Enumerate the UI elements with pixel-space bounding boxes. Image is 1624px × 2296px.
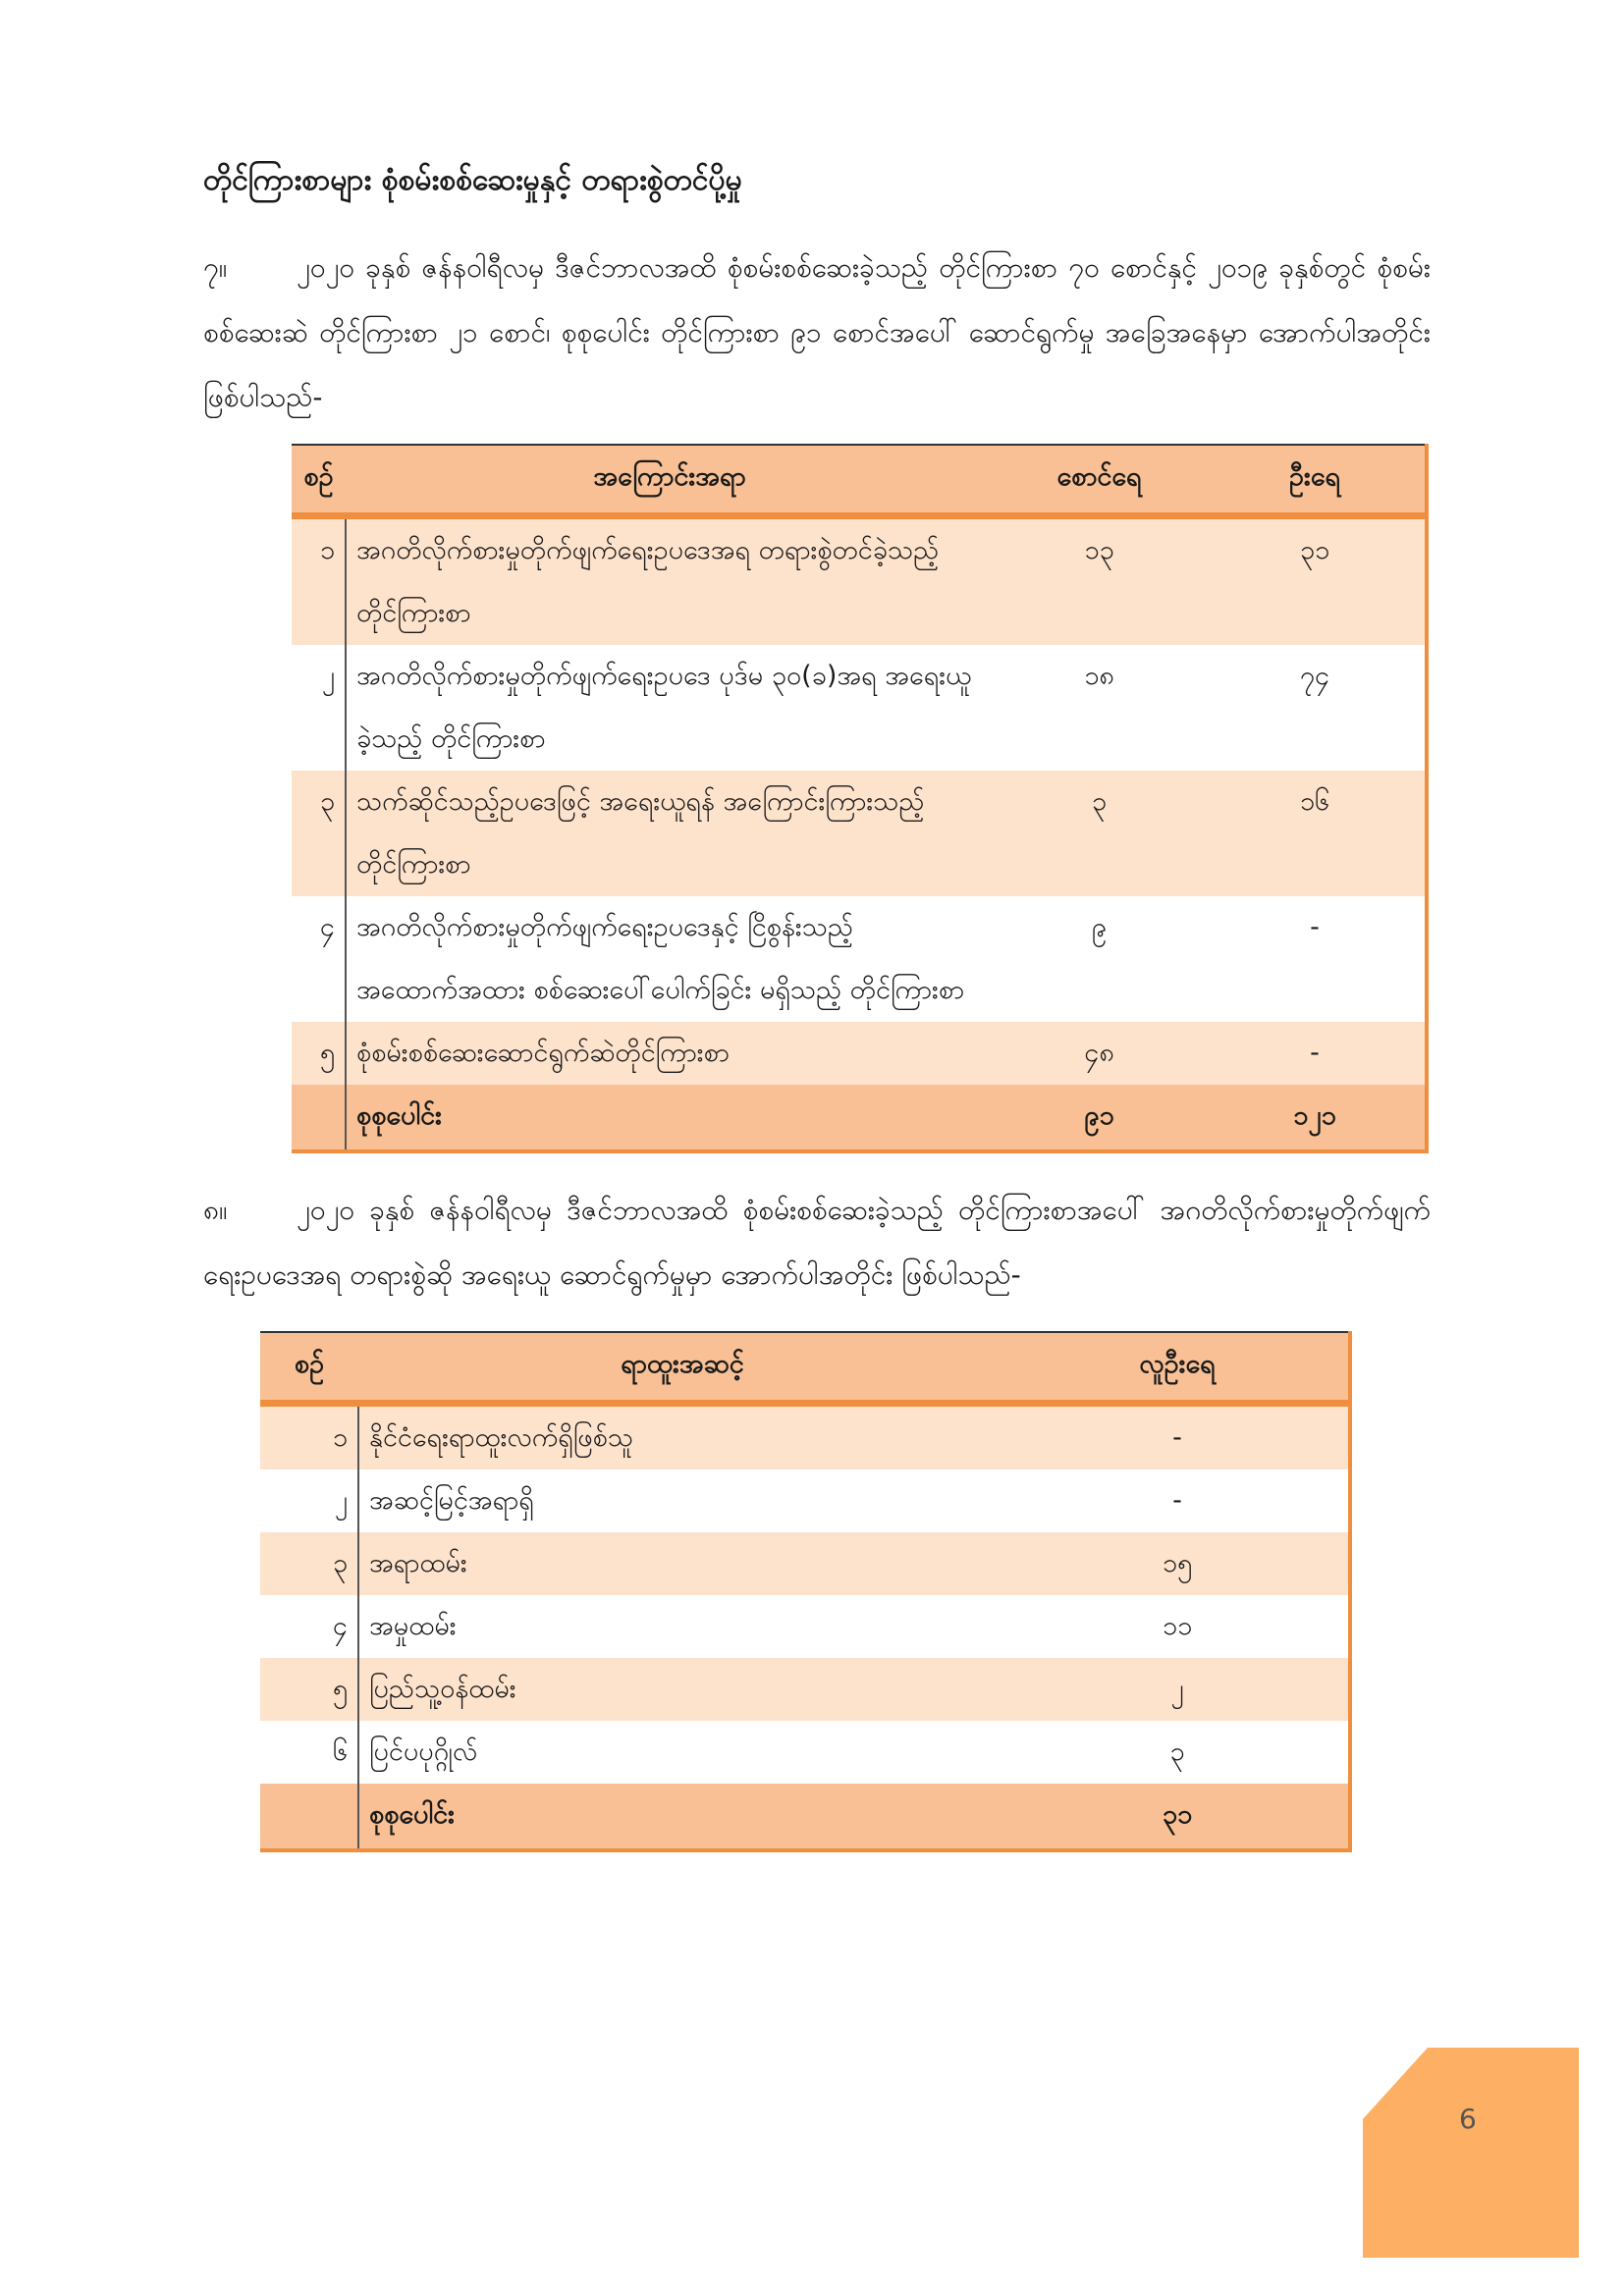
table-row bbox=[260, 1721, 1350, 1784]
row-count: ၁၃ bbox=[994, 516, 1205, 646]
page-corner-tab bbox=[1363, 2048, 1579, 2258]
table-row bbox=[292, 645, 1427, 771]
paragraph-7 bbox=[203, 236, 1431, 430]
row-persons: - bbox=[1205, 896, 1427, 1022]
row-persons: ၃၁ bbox=[1205, 516, 1427, 646]
row-serial: ၄ bbox=[292, 896, 346, 1022]
row-count: ၃ bbox=[994, 771, 1205, 896]
table-row bbox=[260, 1532, 1350, 1595]
table-header-row bbox=[292, 445, 1427, 516]
row-count: ၄၈ bbox=[994, 1022, 1205, 1085]
header-serial: စဉ် bbox=[260, 1332, 358, 1404]
table-row bbox=[292, 896, 1427, 1022]
page-number: 6 bbox=[1459, 2103, 1477, 2135]
table-row bbox=[260, 1595, 1350, 1658]
row-count: ၉ bbox=[994, 896, 1205, 1022]
row-serial: ၅ bbox=[292, 1022, 346, 1085]
table-header-row bbox=[260, 1332, 1350, 1404]
paragraph-number: ၇။ bbox=[203, 251, 228, 284]
total-persons: ၃၁ bbox=[1006, 1784, 1350, 1850]
header-persons: လူဦးရေ bbox=[1006, 1332, 1350, 1404]
table-row bbox=[260, 1404, 1350, 1470]
header-count: စောင်ရေ bbox=[994, 445, 1205, 516]
row-description: သက်ဆိုင်သည့်ဥပဒေဖြင့် အရေးယူရန် အကြောင်းကြားသည့် တိုင်ကြားစာ bbox=[346, 771, 994, 896]
row-persons: ၂ bbox=[1006, 1658, 1350, 1721]
prosecution-rank-table bbox=[260, 1331, 1350, 1852]
row-count: ၁၈ bbox=[994, 645, 1205, 771]
row-rank: အရာထမ်း bbox=[358, 1532, 1006, 1595]
row-rank: ပြည်သူ့ဝန်ထမ်း bbox=[358, 1658, 1006, 1721]
row-serial: ၁ bbox=[292, 516, 346, 646]
row-persons: ၃ bbox=[1006, 1721, 1350, 1784]
paragraph-8 bbox=[203, 1178, 1431, 1308]
row-description: စုံစမ်းစစ်ဆေးဆောင်ရွက်ဆဲတိုင်ကြားစာ bbox=[346, 1022, 994, 1085]
total-serial bbox=[260, 1784, 358, 1850]
row-rank: အဆင့်မြင့်အရာရှိ bbox=[358, 1469, 1006, 1532]
row-description: အဂတိလိုက်စားမှုတိုက်ဖျက်ရေးဥပဒေနှင့် ငြိစွန်းသည့် အထောက်အထား စစ်ဆေးပေါ်ပေါက်ခြင်း မရှိသည့် တိုင်ကြားစာ bbox=[346, 896, 994, 1022]
row-serial: ၃ bbox=[292, 771, 346, 896]
total-label: စုစုပေါင်း bbox=[346, 1085, 994, 1151]
row-persons: ၁၁ bbox=[1006, 1595, 1350, 1658]
table-row bbox=[260, 1469, 1350, 1532]
table-total-row bbox=[292, 1085, 1427, 1151]
row-serial: ၃ bbox=[260, 1532, 358, 1595]
table-row bbox=[292, 1022, 1427, 1085]
row-serial: ၂ bbox=[292, 645, 346, 771]
row-persons: ၁၆ bbox=[1205, 771, 1427, 896]
row-rank: အမှုထမ်း bbox=[358, 1595, 1006, 1658]
row-persons: - bbox=[1205, 1022, 1427, 1085]
total-serial bbox=[292, 1085, 346, 1151]
complaint-status-table bbox=[292, 444, 1427, 1153]
row-persons: ၁၅ bbox=[1006, 1532, 1350, 1595]
row-serial: ၆ bbox=[260, 1721, 358, 1784]
table-total-row bbox=[260, 1784, 1350, 1850]
row-persons: - bbox=[1006, 1404, 1350, 1470]
table-row bbox=[292, 771, 1427, 896]
paragraph-number: ၈။ bbox=[203, 1194, 228, 1226]
header-serial: စဉ် bbox=[292, 445, 346, 516]
total-count: ၉၁ bbox=[994, 1085, 1205, 1151]
row-serial: ၂ bbox=[260, 1469, 358, 1532]
table-row bbox=[260, 1658, 1350, 1721]
total-persons: ၁၂၁ bbox=[1205, 1085, 1427, 1151]
paragraph-text: ၂၀၂၀ ခုနှစ် ဇန်နဝါရီလမှ ဒီဇင်ဘာလအထိ စုံစမ်းစစ်ဆေးခဲ့သည့် တိုင်ကြားစာ ၇၀ စောင်နှင့် ၂၀၁၉ ခုနှစ်တွင် စုံစမ်းစစ်ဆေးဆဲ တိုင်ကြားစာ ၂၁ စောင်၊ စုစုပေါင်း တိုင်ကြားစာ ၉၁ စောင်အပေါ် ဆောင်ရွက်မှု အခြေအနေမှာ အောက်ပါအတိုင်း ဖြစ်ပါသည်- bbox=[203, 251, 1432, 413]
row-serial: ၁ bbox=[260, 1404, 358, 1470]
total-label: စုစုပေါင်း bbox=[358, 1784, 1006, 1850]
header-subject: အကြောင်းအရာ bbox=[346, 445, 994, 516]
section-heading: တိုင်ကြားစာများ စုံစမ်းစစ်ဆေးမှုနှင့် တရားစွဲတင်ပို့မှု bbox=[203, 163, 742, 197]
header-rank: ရာထူးအဆင့် bbox=[358, 1332, 1006, 1404]
row-description: အဂတိလိုက်စားမှုတိုက်ဖျက်ရေးဥပဒေ ပုဒ်မ ၃၀(ခ)အရ အရေးယူခဲ့သည့် တိုင်ကြားစာ bbox=[346, 645, 994, 771]
row-serial: ၄ bbox=[260, 1595, 358, 1658]
row-persons: ၇၄ bbox=[1205, 645, 1427, 771]
row-persons: - bbox=[1006, 1469, 1350, 1532]
paragraph-text: ၂၀၂၀ ခုနှစ် ဇန်နဝါရီလမှ ဒီဇင်ဘာလအထိ စုံစမ်းစစ်ဆေးခဲ့သည့် တိုင်ကြားစာအပေါ် အဂတိလိုက်စားမှုတိုက်ဖျက်ရေးဥပဒေအရ တရားစွဲဆို အရေးယူ ဆောင်ရွက်မှုမှာ အောက်ပါအတိုင်း ဖြစ်ပါသည်- bbox=[203, 1194, 1431, 1291]
row-rank: ပြင်ပပုဂ္ဂိုလ် bbox=[358, 1721, 1006, 1784]
row-description: အဂတိလိုက်စားမှုတိုက်ဖျက်ရေးဥပဒေအရ တရားစွဲတင်ခဲ့သည့် တိုင်ကြားစာ bbox=[346, 516, 994, 646]
table-row bbox=[292, 516, 1427, 646]
row-rank: နိုင်ငံရေးရာထူးလက်ရှိဖြစ်သူ bbox=[358, 1404, 1006, 1470]
row-serial: ၅ bbox=[260, 1658, 358, 1721]
header-persons: ဦးရေ bbox=[1205, 445, 1427, 516]
